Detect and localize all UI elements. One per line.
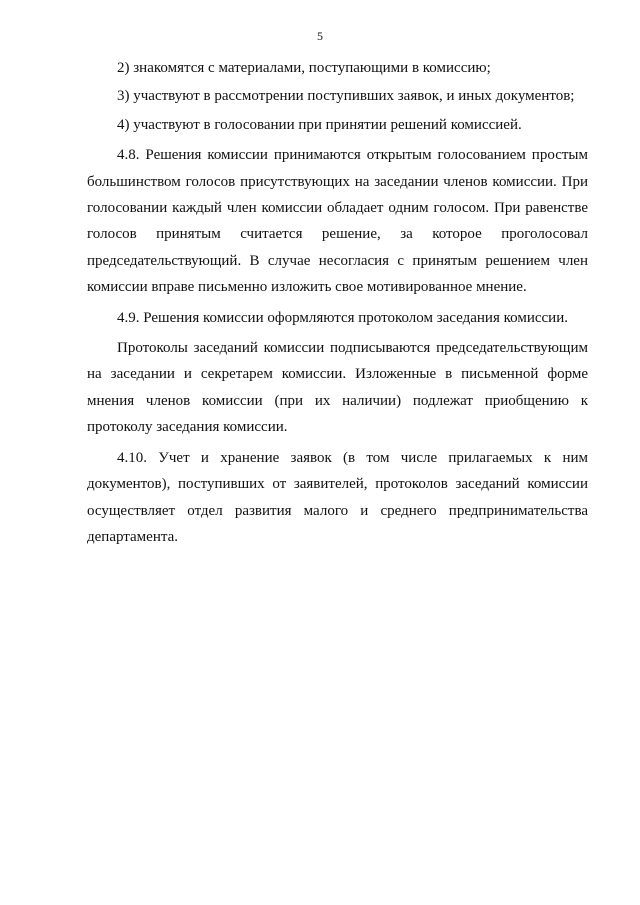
paragraph-line: осуществляет отдел развития малого и среднего предпринимательства <box>87 502 588 519</box>
paragraph-4-8 <box>87 142 588 300</box>
paragraph-line: Протоколы заседаний комиссии подписываются председательствующим <box>117 340 588 357</box>
paragraph-4-10 <box>87 445 588 551</box>
list-item-2: 2) знакомятся с материалами, поступающими в комиссию; <box>117 60 491 76</box>
paragraph-line: голосов принятым считается решение, за которое проголосовал <box>87 226 588 243</box>
paragraph-line: документов), поступивших от заявителей, протоколов заседаний комиссии <box>87 476 588 493</box>
list-item-4: 4) участвуют в голосовании при принятии решений комиссией. <box>117 116 522 133</box>
paragraph-line: на заседании и секретарем комиссии. Изложенные в письменной форме <box>87 366 588 383</box>
paragraph-line: департамента. <box>87 528 178 545</box>
paragraph-4-9: 4.9. Решения комиссии оформляются протоколом заседания комиссии. <box>117 309 568 326</box>
paragraph-line: протоколу заседания комиссии. <box>87 419 288 436</box>
document-body <box>87 55 588 550</box>
paragraph-line: председательствующий. В случае несогласия с принятым решением член <box>87 252 588 269</box>
paragraph-protocols <box>87 335 588 441</box>
paragraph-line: 4.8. Решения комиссии принимаются открытым голосованием простым <box>117 147 588 164</box>
paragraph-line: мнения членов комиссии (при их наличии) подлежат приобщению к <box>87 392 588 409</box>
list-item-3: 3) участвуют в рассмотрении поступивших заявок, и иных документов; <box>117 88 575 105</box>
paragraph-line: голосовании каждый член комиссии обладает одним голосом. При равенстве <box>87 200 588 217</box>
paragraph-line: большинством голосов присутствующих на заседании членов комиссии. При <box>87 173 588 190</box>
paragraph-line: 4.10. Учет и хранение заявок (в том числе прилагаемых к ним <box>117 449 588 466</box>
paragraph-line: комиссии вправе письменно изложить свое мотивированное мнение. <box>87 279 527 296</box>
page-number: 5 <box>317 29 323 43</box>
